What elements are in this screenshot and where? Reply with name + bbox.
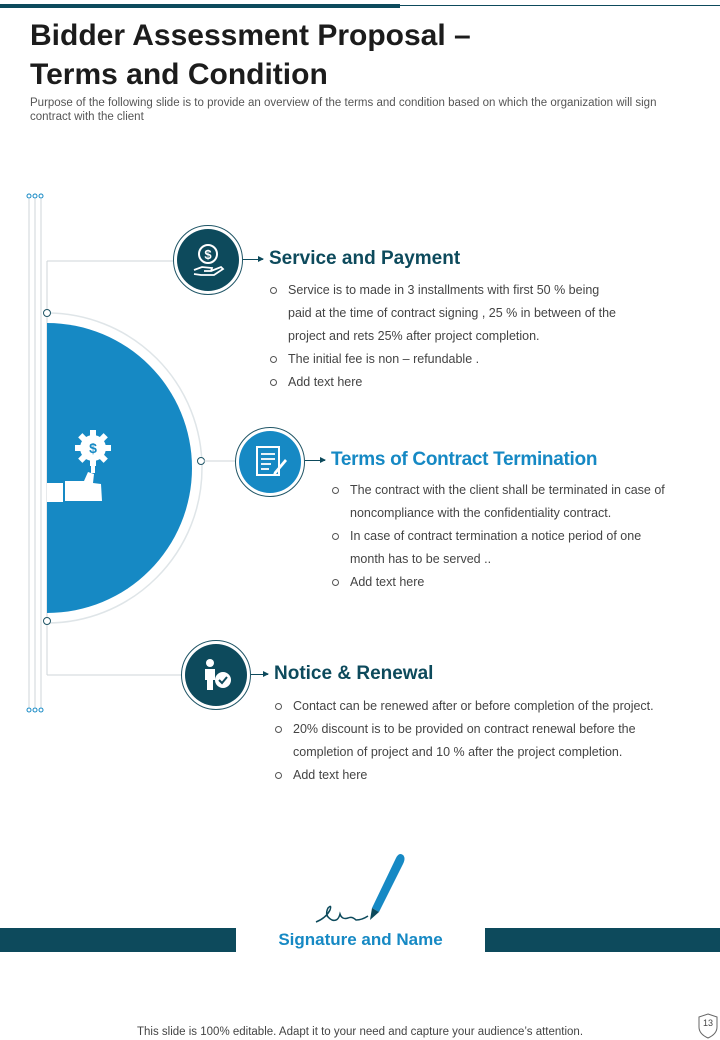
list-item: 20% discount is to be provided on contract renewal before the completion of project and 10 % after the project completion.	[275, 718, 695, 764]
page-subtitle: Purpose of the following slide is to provide an overview of the terms and condition based on which the organization will sign contract with the client	[30, 97, 657, 123]
termination-list	[332, 479, 674, 594]
page-number: 13	[702, 1018, 713, 1028]
svg-text:$: $	[89, 440, 97, 456]
list-item: In case of contract termination a notice period of one month has to be served ..	[332, 525, 674, 571]
list-item: The contract with the client shall be terminated in case of noncompliance with the confidentiality contract.	[332, 479, 674, 525]
half-circle-shape	[47, 323, 192, 613]
signature-bar-left	[0, 928, 236, 952]
pen-signature-icon	[312, 850, 412, 930]
hand-dollar-icon	[188, 240, 228, 280]
footer-text: This slide is 100% editable. Adapt it to your need and capture your audience’s attention.	[136, 1026, 584, 1038]
list-item: Service is to made in 3 installments with first 50 % being paid at the time of contract signing , 25 % in between of the project and rets 25% after project completion.	[270, 279, 622, 348]
document-pen-icon	[250, 442, 290, 482]
section-title-renewal: Notice & Renewal	[274, 663, 434, 684]
termination-arrow	[305, 460, 325, 461]
list-item: Add text here	[275, 764, 695, 787]
termination-icon-circle	[239, 431, 301, 493]
renewal-arrow	[251, 674, 268, 675]
signature-label: Signature and Name	[278, 930, 443, 949]
list-item: Add text here	[332, 571, 674, 594]
list-item: Contact can be renewed after or before completion of the project.	[275, 695, 695, 718]
list-item: Add text here	[270, 371, 622, 394]
top-accent-line	[400, 5, 720, 6]
service-payment-icon-circle	[177, 229, 239, 291]
service-payment-list	[270, 279, 622, 394]
top-accent-bar	[0, 4, 400, 8]
section-title-termination: Terms of Contract Termination	[331, 449, 598, 470]
renewal-icon-circle	[185, 644, 247, 706]
signature-bar-right	[485, 928, 720, 952]
service-payment-arrow	[243, 259, 263, 260]
renewal-list	[275, 695, 695, 787]
page-number-badge	[697, 1013, 719, 1039]
list-item: The initial fee is non – refundable .	[270, 348, 622, 371]
person-check-icon	[196, 655, 236, 695]
section-title-service-payment: Service and Payment	[269, 248, 461, 269]
page-title: Bidder Assessment Proposal – Terms and Condition	[30, 19, 471, 91]
svg-text:$: $	[204, 247, 212, 262]
